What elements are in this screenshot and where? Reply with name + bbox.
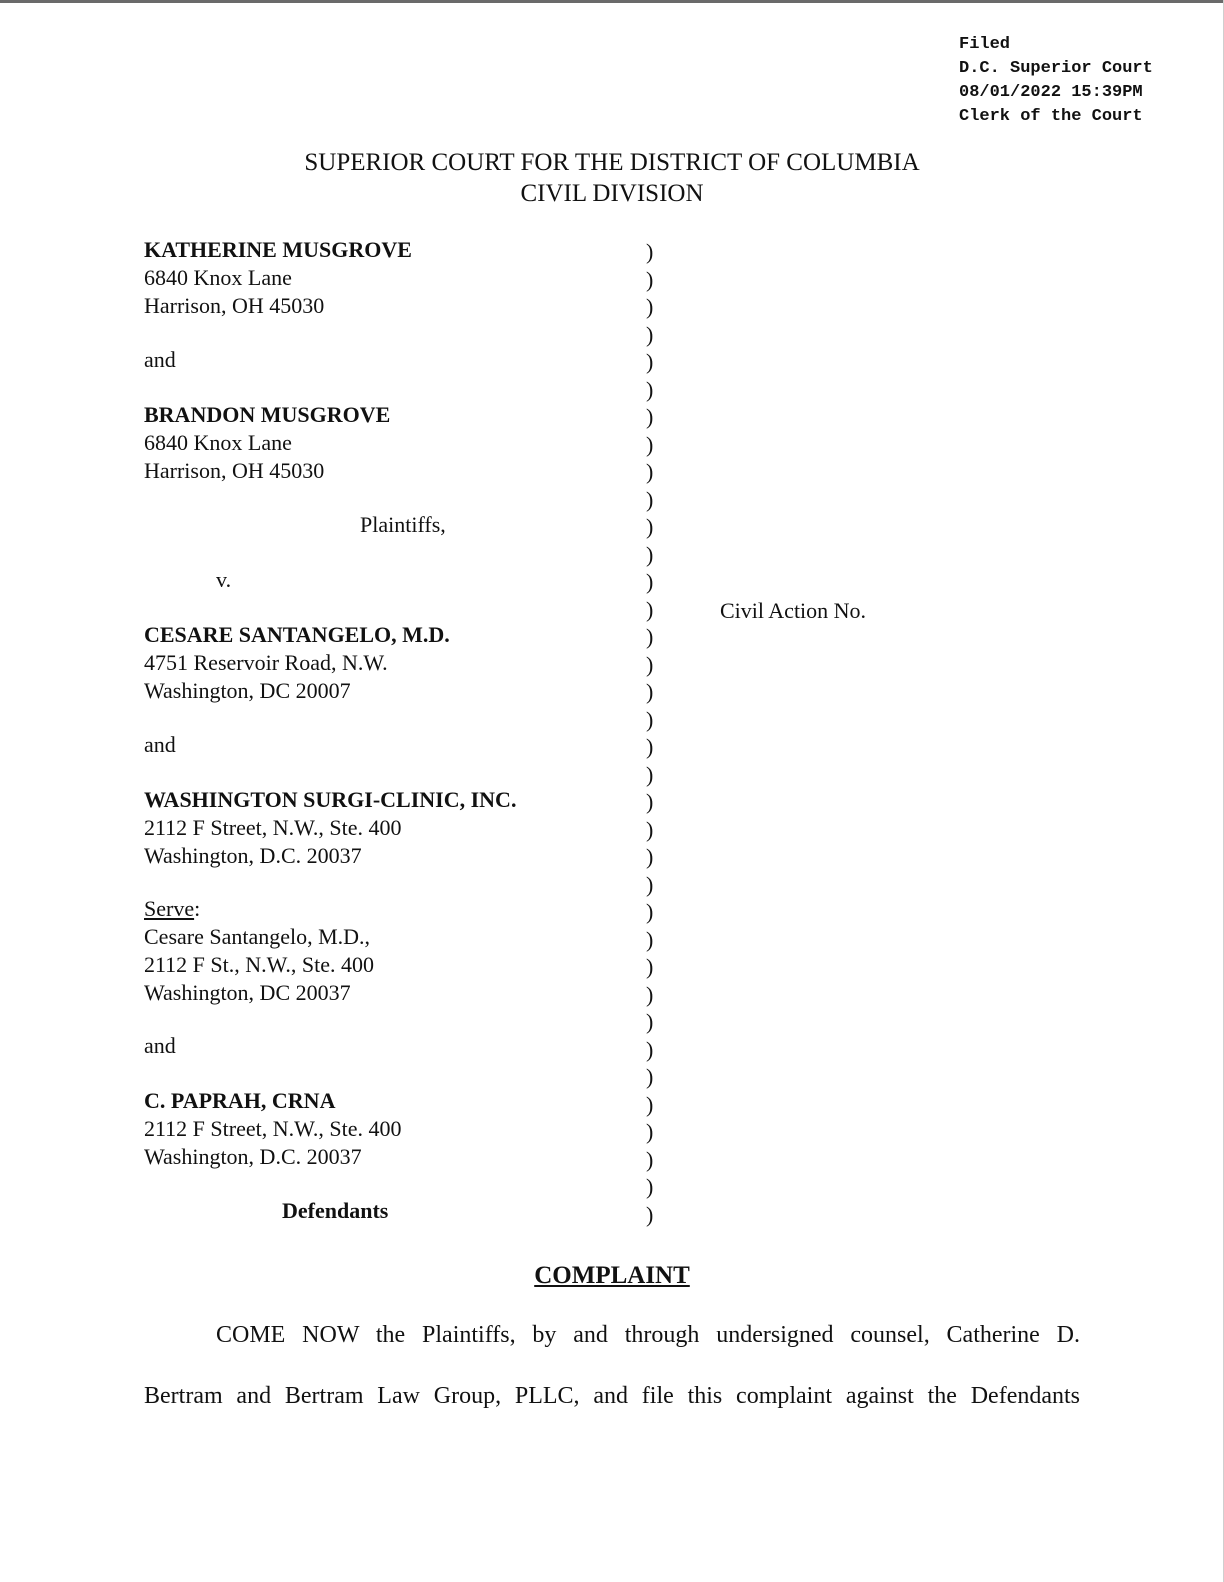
plaintiff-2-name: BRANDON MUSGROVE (144, 402, 391, 427)
caption-paren: ) (646, 679, 654, 704)
caption-paren: ) (646, 624, 654, 649)
body-line-2: Bertram and Bertram Law Group, PLLC, and file this complaint against the Defendants (144, 1383, 1080, 1409)
caption-paren: ) (646, 349, 654, 374)
caption-paren: ) (646, 1201, 654, 1227)
stamp-line-filed: Filed (959, 35, 1011, 54)
defendant-1-street: 4751 Reservoir Road, N.W. (144, 650, 388, 675)
defendant-1-block (144, 621, 450, 705)
caption-paren: ) (646, 1174, 654, 1199)
defendant-3-street: 2112 F Street, N.W., Ste. 400 (144, 1116, 402, 1141)
stamp-line-clerk: Clerk of the Court (959, 107, 1143, 126)
body-line-1: COME NOW the Plaintiffs, by and through undersigned counsel, Catherine D. (216, 1322, 1080, 1348)
caption-paren: ) (646, 1064, 654, 1089)
defendant-3-city: Washington, D.C. 20037 (144, 1144, 362, 1169)
caption-paren: ) (646, 706, 654, 732)
serve-street: 2112 F St., N.W., Ste. 400 (144, 952, 375, 977)
caption-paren: ) (646, 1009, 654, 1034)
caption-paren: ) (646, 514, 654, 539)
caption-paren: ) (646, 294, 654, 319)
defendants-label: Defendants (282, 1198, 389, 1223)
defendant-3-block (144, 1087, 401, 1171)
stamp-line-court: D.C. Superior Court (959, 59, 1153, 78)
versus-label: v. (216, 567, 232, 592)
plaintiff-2-block (144, 401, 390, 485)
caption-paren: ) (646, 459, 654, 484)
court-name: SUPERIOR COURT FOR THE DISTRICT OF COLUMBIA (304, 149, 920, 176)
serve-city: Washington, DC 20037 (144, 980, 351, 1005)
serve-heading (144, 895, 374, 923)
caption-paren: ) (646, 1146, 654, 1172)
plaintiff-1-block (144, 236, 412, 320)
caption-paren: ) (646, 761, 654, 787)
court-division: CIVIL DIVISION (520, 180, 704, 207)
civil-action-number: Civil Action No. (720, 598, 867, 623)
plaintiff-2-street: 6840 Knox Lane (144, 430, 292, 455)
caption-paren: ) (646, 651, 654, 677)
page-top-border (0, 0, 1224, 3)
filing-stamp (959, 33, 1153, 129)
defendant-1-city: Washington, DC 20007 (144, 678, 351, 703)
defendant-2-street: 2112 F Street, N.W., Ste. 400 (144, 815, 402, 840)
caption-paren: ) (646, 789, 654, 814)
caption-paren: ) (646, 1036, 654, 1062)
caption-paren: ) (646, 486, 654, 512)
and-separator-2: and (144, 732, 176, 757)
caption-paren: ) (646, 431, 654, 457)
plaintiff-1-street: 6840 Knox Lane (144, 265, 292, 290)
caption-paren: ) (646, 376, 654, 402)
caption-paren: ) (646, 926, 654, 952)
defendant-3-name: C. PAPRAH, CRNA (144, 1088, 336, 1113)
caption-paren: ) (646, 239, 654, 264)
serve-label: Serve (144, 896, 195, 921)
caption-paren: ) (646, 734, 654, 759)
serve-name: Cesare Santangelo, M.D., (144, 924, 371, 949)
plaintiff-1-city: Harrison, OH 45030 (144, 293, 325, 318)
caption-paren: ) (646, 1119, 654, 1144)
caption-paren: ) (646, 899, 654, 924)
caption-paren: ) (646, 954, 654, 979)
caption-paren: ) (646, 816, 654, 842)
serve-block (144, 895, 374, 1007)
caption-paren: ) (646, 596, 654, 622)
caption-paren: ) (646, 871, 654, 897)
defendant-2-block (144, 786, 516, 870)
complaint-heading: COMPLAINT (534, 1262, 690, 1289)
and-separator-1: and (144, 347, 176, 372)
caption-paren: ) (646, 844, 654, 869)
caption-paren: ) (646, 541, 654, 567)
serve-colon: : (194, 896, 201, 921)
caption-paren: ) (646, 569, 654, 594)
defendant-2-city: Washington, D.C. 20037 (144, 843, 362, 868)
caption-parenthesis-column (646, 238, 653, 1228)
caption-paren: ) (646, 981, 654, 1007)
defendant-2-name: WASHINGTON SURGI-CLINIC, INC. (144, 787, 517, 812)
caption-paren: ) (646, 321, 654, 347)
plaintiff-2-city: Harrison, OH 45030 (144, 458, 325, 483)
caption-paren: ) (646, 266, 654, 292)
defendant-1-name: CESARE SANTANGELO, M.D. (144, 622, 450, 647)
stamp-line-datetime: 08/01/2022 15:39PM (959, 83, 1143, 102)
court-header (0, 147, 1224, 209)
caption-paren: ) (646, 404, 654, 429)
plaintiff-1-name: KATHERINE MUSGROVE (144, 237, 412, 262)
plaintiffs-label: Plaintiffs, (360, 512, 446, 537)
caption-paren: ) (646, 1091, 654, 1117)
and-separator-3: and (144, 1033, 176, 1058)
